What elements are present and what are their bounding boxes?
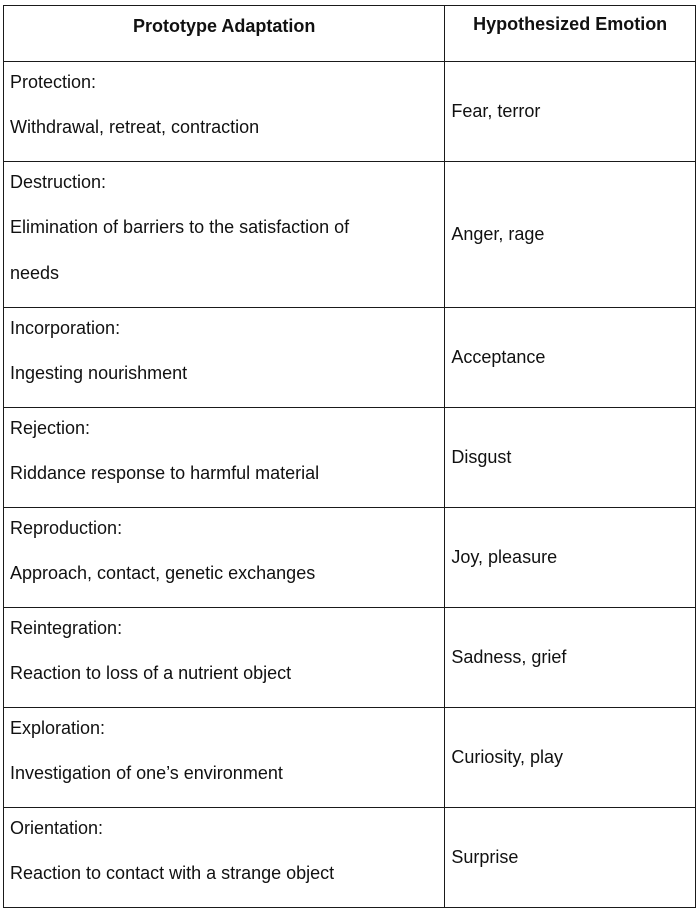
table-row: [4, 308, 696, 408]
table-row: [4, 808, 696, 908]
adaptation-description: Reaction to loss of a nutrient object: [10, 663, 292, 683]
adaptation-description: Riddance response to harmful material: [10, 463, 320, 483]
adaptation-cell: [4, 808, 445, 907]
adaptation-name: Exploration:: [10, 718, 106, 738]
header-hypothesized-emotion: Hypothesized Emotion: [445, 6, 696, 61]
adaptation-name: Reproduction:: [10, 518, 123, 538]
emotion-adaptation-table: [3, 5, 696, 908]
adaptation-name: Reintegration:: [10, 618, 123, 638]
adaptation-cell: [4, 162, 445, 307]
adaptation-description: Withdrawal, retreat, contraction: [10, 117, 260, 137]
adaptation-name: Protection:: [10, 72, 97, 92]
table-row: [4, 608, 696, 708]
adaptation-cell: [4, 508, 445, 607]
table-row: [4, 508, 696, 608]
adaptation-cell: [4, 708, 445, 807]
adaptation-name: Incorporation:: [10, 318, 121, 338]
emotion-cell: Curiosity, play: [445, 708, 696, 807]
table-row: [4, 708, 696, 808]
table-row: [4, 62, 696, 162]
adaptation-cell: [4, 308, 445, 407]
table-row: [4, 408, 696, 508]
adaptation-description: Reaction to contact with a strange object: [10, 863, 335, 883]
emotion-cell: Joy, pleasure: [445, 508, 696, 607]
adaptation-cell: [4, 608, 445, 707]
adaptation-description: Ingesting nourishment: [10, 363, 188, 383]
emotion-cell: Sadness, grief: [445, 608, 696, 707]
emotion-cell: Anger, rage: [445, 162, 696, 307]
table-header-row: [4, 6, 696, 62]
header-prototype-adaptation: Prototype Adaptation: [4, 6, 445, 61]
adaptation-cell: [4, 408, 445, 507]
adaptation-name: Destruction:: [10, 172, 107, 192]
adaptation-description: Approach, contact, genetic exchanges: [10, 563, 316, 583]
adaptation-name: Orientation:: [10, 818, 104, 838]
adaptation-description: Investigation of one’s environment: [10, 763, 283, 783]
adaptation-name: Rejection:: [10, 418, 91, 438]
adaptation-cell: [4, 62, 445, 161]
emotion-cell: Disgust: [445, 408, 696, 507]
table-row: [4, 162, 696, 308]
emotion-cell: Surprise: [445, 808, 696, 907]
emotion-cell: Acceptance: [445, 308, 696, 407]
emotion-cell: Fear, terror: [445, 62, 696, 161]
adaptation-description: Elimination of barriers to the satisfaction of needs: [10, 217, 350, 283]
